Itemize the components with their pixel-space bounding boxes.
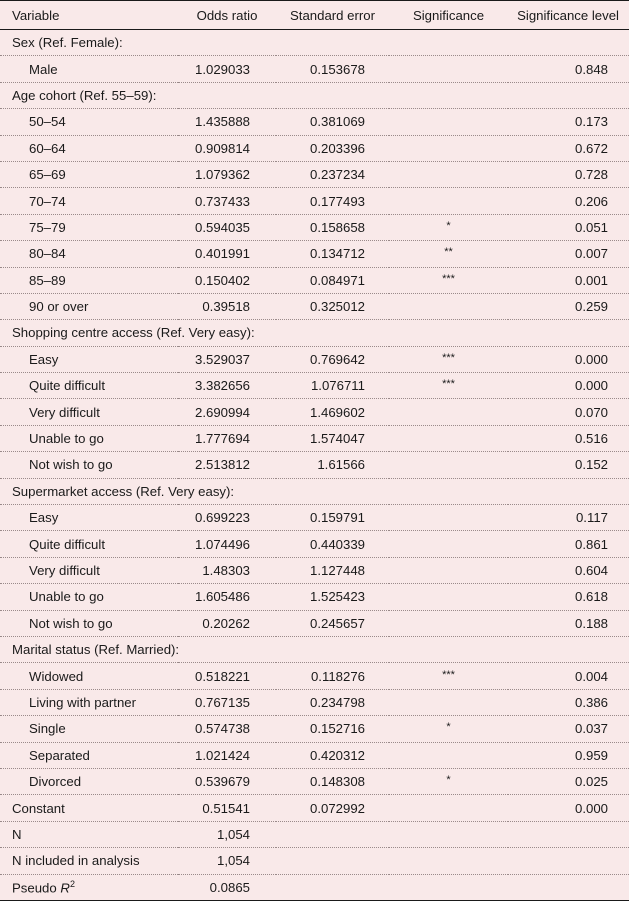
odds-ratio-cell: 1.777694 bbox=[178, 425, 276, 451]
variable-label: Pseudo R bbox=[12, 880, 70, 896]
significance-cell bbox=[389, 267, 508, 293]
table-row bbox=[0, 425, 629, 451]
variable-label: Quite difficult bbox=[29, 378, 105, 394]
variable-cell bbox=[0, 214, 178, 240]
table-row bbox=[0, 135, 629, 161]
variable-cell bbox=[0, 584, 178, 610]
significance-level-cell: 0.000 bbox=[508, 346, 629, 372]
significance-level-cell bbox=[508, 848, 629, 874]
standard-error-cell: 0.381069 bbox=[276, 109, 389, 135]
variable-cell bbox=[0, 874, 178, 900]
odds-ratio-cell: 0.767135 bbox=[178, 689, 276, 715]
standard-error-cell bbox=[276, 848, 389, 874]
header-odds-ratio: Odds ratio bbox=[178, 1, 276, 30]
standard-error-cell: 0.084971 bbox=[276, 267, 389, 293]
standard-error-cell: 0.134712 bbox=[276, 241, 389, 267]
odds-ratio-cell: 3.529037 bbox=[178, 346, 276, 372]
table-row bbox=[0, 214, 629, 240]
odds-ratio-cell: 0.401991 bbox=[178, 241, 276, 267]
standard-error-cell: 0.158658 bbox=[276, 214, 389, 240]
table-row bbox=[0, 557, 629, 583]
odds-ratio-cell: 0.909814 bbox=[178, 135, 276, 161]
superscript: 2 bbox=[69, 879, 75, 889]
significance-stars: * bbox=[446, 721, 451, 734]
significance-level-cell: 0.051 bbox=[508, 214, 629, 240]
odds-ratio-cell: 1.074496 bbox=[178, 531, 276, 557]
significance-level-cell: 0.848 bbox=[508, 56, 629, 82]
variable-cell bbox=[0, 188, 178, 214]
variable-label: 50–54 bbox=[29, 114, 66, 130]
standard-error-cell: 0.159791 bbox=[276, 505, 389, 531]
header-significance: Significance bbox=[389, 1, 508, 30]
header-significance-level: Significance level bbox=[508, 1, 629, 30]
table-row bbox=[0, 663, 629, 689]
standard-error-cell: 1.469602 bbox=[276, 399, 389, 425]
variable-cell bbox=[0, 663, 178, 689]
standard-error-cell: 0.177493 bbox=[276, 188, 389, 214]
significance-cell bbox=[389, 848, 508, 874]
table-row bbox=[0, 346, 629, 372]
variable-label: Separated bbox=[29, 747, 90, 763]
significance-cell bbox=[389, 610, 508, 636]
significance-level-cell: 0.861 bbox=[508, 531, 629, 557]
variable-label: 70–74 bbox=[29, 193, 66, 209]
variable-cell bbox=[0, 557, 178, 583]
standard-error-cell bbox=[276, 874, 389, 900]
table-row bbox=[0, 531, 629, 557]
significance-cell bbox=[389, 293, 508, 319]
odds-ratio-cell: 1.079362 bbox=[178, 161, 276, 187]
odds-ratio-cell: 0.737433 bbox=[178, 188, 276, 214]
standard-error-cell: 0.234798 bbox=[276, 689, 389, 715]
group-label: Shopping centre access (Ref. Very easy): bbox=[0, 320, 629, 346]
standard-error-cell: 0.118276 bbox=[276, 663, 389, 689]
variable-cell bbox=[0, 531, 178, 557]
variable-cell bbox=[0, 56, 178, 82]
group-header-row bbox=[0, 320, 629, 346]
odds-ratio-cell: 0.0865 bbox=[178, 874, 276, 900]
group-label: Age cohort (Ref. 55–59): bbox=[0, 82, 629, 108]
odds-ratio-cell: 2.690994 bbox=[178, 399, 276, 425]
variable-cell bbox=[0, 399, 178, 425]
variable-label: 75–79 bbox=[29, 219, 66, 235]
standard-error-cell: 1.61566 bbox=[276, 452, 389, 478]
significance-level-cell: 0.386 bbox=[508, 689, 629, 715]
significance-cell bbox=[389, 373, 508, 399]
variable-label: Widowed bbox=[29, 668, 84, 684]
significance-cell bbox=[389, 768, 508, 794]
group-header-row bbox=[0, 478, 629, 504]
odds-ratio-cell: 0.39518 bbox=[178, 293, 276, 319]
significance-cell bbox=[389, 109, 508, 135]
variable-label: Quite difficult bbox=[29, 536, 105, 552]
table-row bbox=[0, 874, 629, 900]
standard-error-cell: 1.525423 bbox=[276, 584, 389, 610]
table-row bbox=[0, 821, 629, 847]
table-row bbox=[0, 452, 629, 478]
significance-cell bbox=[389, 135, 508, 161]
standard-error-cell bbox=[276, 821, 389, 847]
variable-label: Very difficult bbox=[29, 404, 100, 420]
header-row bbox=[0, 1, 629, 30]
odds-ratio-cell: 0.574738 bbox=[178, 716, 276, 742]
significance-cell bbox=[389, 795, 508, 821]
table-row bbox=[0, 689, 629, 715]
significance-level-cell: 0.001 bbox=[508, 267, 629, 293]
variable-label: 65–69 bbox=[29, 167, 66, 183]
significance-cell bbox=[389, 663, 508, 689]
table-row bbox=[0, 293, 629, 319]
significance-cell bbox=[389, 241, 508, 267]
significance-stars: * bbox=[446, 774, 451, 787]
table-row bbox=[0, 742, 629, 768]
variable-cell bbox=[0, 716, 178, 742]
odds-ratio-cell: 0.20262 bbox=[178, 610, 276, 636]
significance-level-cell: 0.070 bbox=[508, 399, 629, 425]
significance-cell bbox=[389, 689, 508, 715]
significance-cell bbox=[389, 161, 508, 187]
significance-stars: *** bbox=[442, 378, 455, 391]
significance-stars: *** bbox=[442, 668, 455, 681]
variable-label: N bbox=[12, 826, 22, 842]
significance-cell bbox=[389, 56, 508, 82]
odds-ratio-cell: 2.513812 bbox=[178, 452, 276, 478]
variable-label: Living with partner bbox=[29, 694, 137, 710]
variable-cell bbox=[0, 135, 178, 161]
variable-label: Male bbox=[29, 61, 58, 77]
significance-level-cell bbox=[508, 874, 629, 900]
significance-cell bbox=[389, 557, 508, 583]
significance-cell bbox=[389, 188, 508, 214]
header-variable: Variable bbox=[0, 1, 178, 30]
significance-level-cell: 0.259 bbox=[508, 293, 629, 319]
significance-level-cell: 0.037 bbox=[508, 716, 629, 742]
significance-stars: *** bbox=[442, 351, 455, 364]
odds-ratio-cell: 1.48303 bbox=[178, 557, 276, 583]
table-row bbox=[0, 399, 629, 425]
significance-level-cell: 0.173 bbox=[508, 109, 629, 135]
variable-label: Easy bbox=[29, 351, 59, 367]
group-header-row bbox=[0, 30, 629, 56]
variable-cell bbox=[0, 821, 178, 847]
header-standard-error: Standard error bbox=[276, 1, 389, 30]
italic-r: R bbox=[60, 880, 70, 896]
standard-error-cell: 0.152716 bbox=[276, 716, 389, 742]
significance-level-cell: 0.000 bbox=[508, 373, 629, 399]
variable-cell bbox=[0, 768, 178, 794]
significance-level-cell: 0.516 bbox=[508, 425, 629, 451]
significance-level-cell: 0.188 bbox=[508, 610, 629, 636]
variable-cell bbox=[0, 293, 178, 319]
variable-cell bbox=[0, 795, 178, 821]
variable-label: Not wish to go bbox=[29, 615, 113, 631]
significance-level-cell: 0.672 bbox=[508, 135, 629, 161]
significance-cell bbox=[389, 584, 508, 610]
significance-level-cell bbox=[508, 821, 629, 847]
group-header-row bbox=[0, 82, 629, 108]
odds-ratio-cell: 0.51541 bbox=[178, 795, 276, 821]
odds-ratio-cell: 1.029033 bbox=[178, 56, 276, 82]
standard-error-cell: 0.203396 bbox=[276, 135, 389, 161]
odds-ratio-cell: 1.435888 bbox=[178, 109, 276, 135]
standard-error-cell: 0.420312 bbox=[276, 742, 389, 768]
variable-cell bbox=[0, 610, 178, 636]
table-row bbox=[0, 188, 629, 214]
group-label: Marital status (Ref. Married): bbox=[0, 636, 629, 662]
table-row bbox=[0, 795, 629, 821]
variable-label: 80–84 bbox=[29, 246, 66, 262]
significance-cell bbox=[389, 874, 508, 900]
variable-label: Unable to go bbox=[29, 431, 104, 447]
table-body bbox=[0, 30, 629, 901]
odds-ratio-cell: 1,054 bbox=[178, 821, 276, 847]
table-row bbox=[0, 241, 629, 267]
odds-ratio-cell: 1.605486 bbox=[178, 584, 276, 610]
table-row bbox=[0, 56, 629, 82]
significance-level-cell: 0.206 bbox=[508, 188, 629, 214]
standard-error-cell: 0.153678 bbox=[276, 56, 389, 82]
odds-ratio-cell: 1,054 bbox=[178, 848, 276, 874]
variable-label: 90 or over bbox=[29, 299, 89, 315]
significance-cell bbox=[389, 425, 508, 451]
table-row bbox=[0, 768, 629, 794]
significance-level-cell: 0.004 bbox=[508, 663, 629, 689]
significance-cell bbox=[389, 821, 508, 847]
variable-label: Unable to go bbox=[29, 589, 104, 605]
significance-cell bbox=[389, 214, 508, 240]
odds-ratio-cell: 3.382656 bbox=[178, 373, 276, 399]
variable-cell bbox=[0, 689, 178, 715]
table-row bbox=[0, 267, 629, 293]
table-row bbox=[0, 716, 629, 742]
odds-ratio-cell: 0.150402 bbox=[178, 267, 276, 293]
significance-cell bbox=[389, 452, 508, 478]
table-row bbox=[0, 109, 629, 135]
variable-cell bbox=[0, 452, 178, 478]
table-row bbox=[0, 584, 629, 610]
table-row bbox=[0, 848, 629, 874]
significance-stars: * bbox=[446, 219, 451, 232]
significance-cell bbox=[389, 399, 508, 425]
variable-label: N included in analysis bbox=[12, 853, 140, 869]
odds-ratio-cell: 0.518221 bbox=[178, 663, 276, 689]
significance-level-cell: 0.728 bbox=[508, 161, 629, 187]
variable-label: 60–64 bbox=[29, 140, 66, 156]
group-header-row bbox=[0, 636, 629, 662]
significance-level-cell: 0.000 bbox=[508, 795, 629, 821]
standard-error-cell: 1.127448 bbox=[276, 557, 389, 583]
variable-cell bbox=[0, 848, 178, 874]
odds-ratio-cell: 0.594035 bbox=[178, 214, 276, 240]
table-row bbox=[0, 610, 629, 636]
variable-cell bbox=[0, 109, 178, 135]
table-row bbox=[0, 373, 629, 399]
variable-cell bbox=[0, 425, 178, 451]
significance-level-cell: 0.604 bbox=[508, 557, 629, 583]
variable-cell bbox=[0, 373, 178, 399]
significance-cell bbox=[389, 742, 508, 768]
significance-level-cell: 0.007 bbox=[508, 241, 629, 267]
variable-cell bbox=[0, 346, 178, 372]
variable-cell bbox=[0, 241, 178, 267]
variable-cell bbox=[0, 161, 178, 187]
variable-label: 85–89 bbox=[29, 272, 66, 288]
standard-error-cell: 0.072992 bbox=[276, 795, 389, 821]
variable-label: Not wish to go bbox=[29, 457, 113, 473]
variable-label: Single bbox=[29, 721, 66, 737]
variable-label: Very difficult bbox=[29, 563, 100, 578]
variable-cell bbox=[0, 742, 178, 768]
significance-level-cell: 0.152 bbox=[508, 452, 629, 478]
significance-stars: ** bbox=[444, 246, 453, 259]
variable-label: Easy bbox=[29, 510, 59, 526]
table-row bbox=[0, 161, 629, 187]
significance-cell bbox=[389, 531, 508, 557]
variable-cell bbox=[0, 505, 178, 531]
significance-level-cell: 0.618 bbox=[508, 584, 629, 610]
standard-error-cell: 0.440339 bbox=[276, 531, 389, 557]
standard-error-cell: 0.325012 bbox=[276, 293, 389, 319]
significance-cell bbox=[389, 346, 508, 372]
variable-cell bbox=[0, 267, 178, 293]
table-row bbox=[0, 505, 629, 531]
odds-ratio-cell: 0.699223 bbox=[178, 505, 276, 531]
odds-ratio-cell: 0.539679 bbox=[178, 768, 276, 794]
group-label: Sex (Ref. Female): bbox=[0, 30, 629, 56]
standard-error-cell: 0.237234 bbox=[276, 161, 389, 187]
odds-ratio-cell: 1.021424 bbox=[178, 742, 276, 768]
standard-error-cell: 0.769642 bbox=[276, 346, 389, 372]
standard-error-cell: 0.245657 bbox=[276, 610, 389, 636]
significance-level-cell: 0.025 bbox=[508, 768, 629, 794]
significance-cell bbox=[389, 505, 508, 531]
variable-label: Constant bbox=[12, 800, 65, 816]
standard-error-cell: 1.574047 bbox=[276, 425, 389, 451]
group-label: Supermarket access (Ref. Very easy): bbox=[0, 478, 629, 504]
significance-level-cell: 0.959 bbox=[508, 742, 629, 768]
variable-label: Divorced bbox=[29, 774, 82, 790]
standard-error-cell: 0.148308 bbox=[276, 768, 389, 794]
significance-cell bbox=[389, 716, 508, 742]
significance-stars: *** bbox=[442, 272, 455, 285]
standard-error-cell: 1.076711 bbox=[276, 373, 389, 399]
significance-level-cell: 0.117 bbox=[508, 505, 629, 531]
